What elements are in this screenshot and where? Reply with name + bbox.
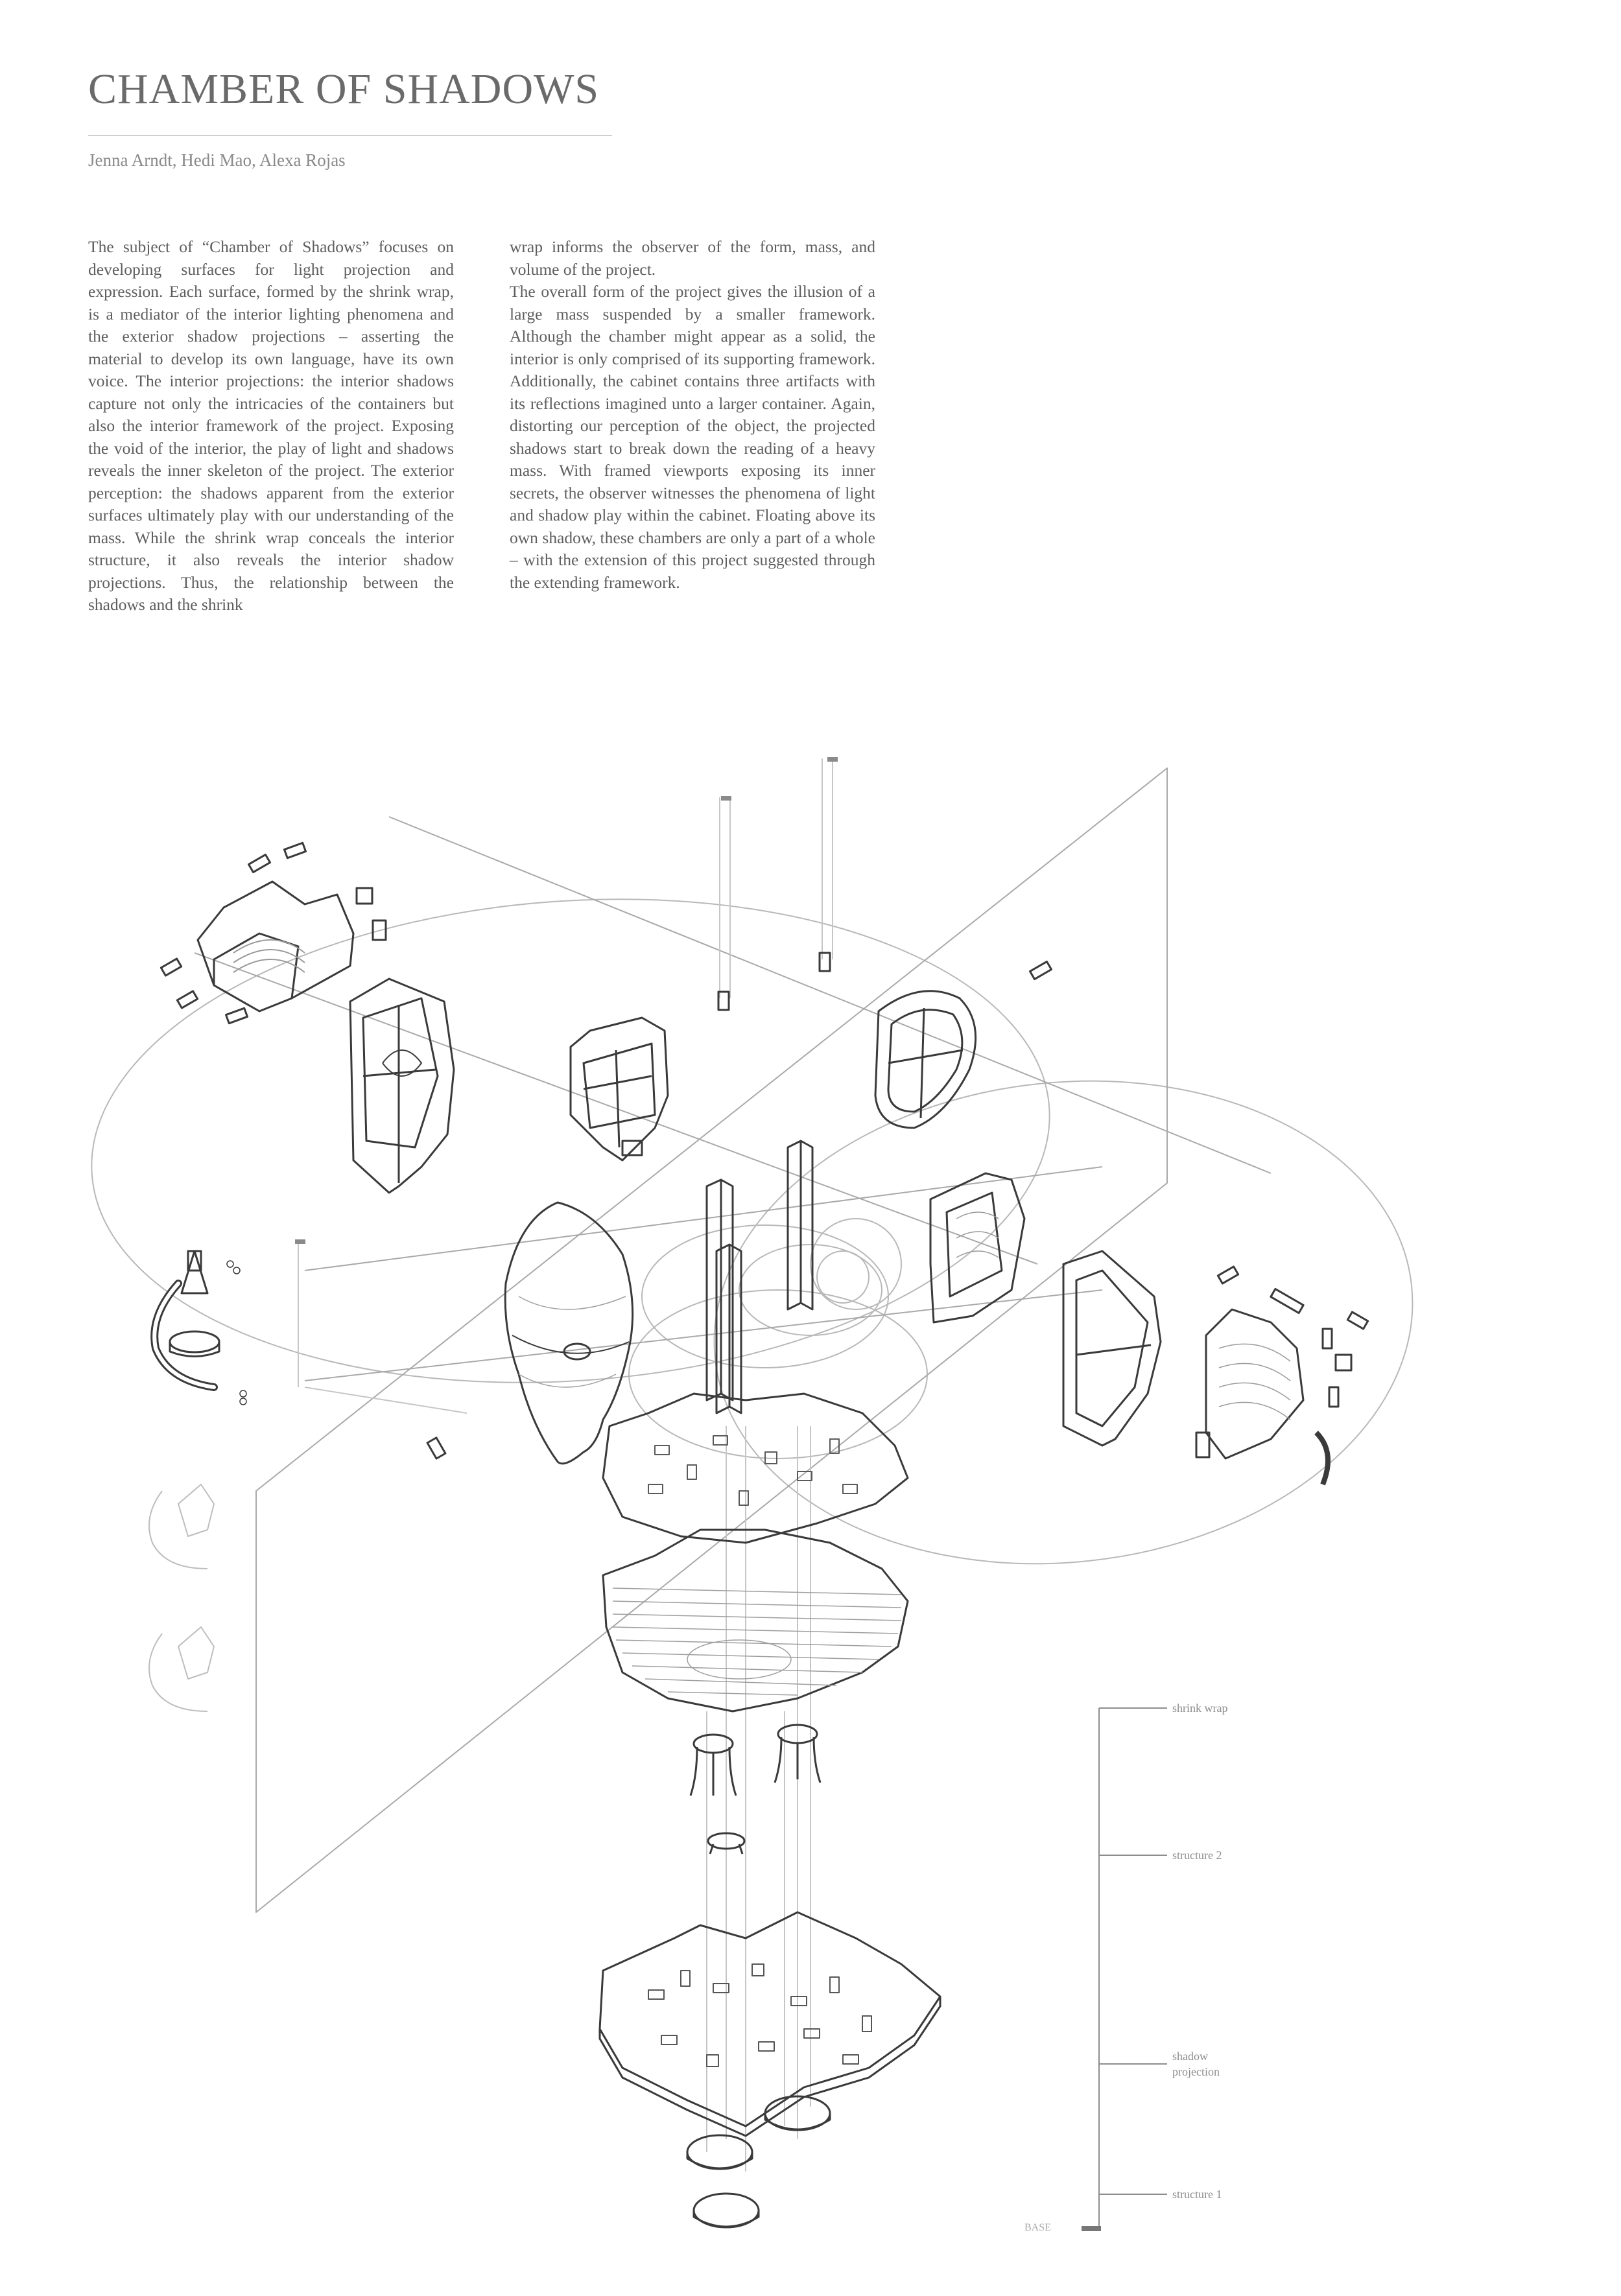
authors-line: Jenna Arndt, Hedi Mao, Alexa Rojas	[88, 150, 346, 170]
stool-supports	[691, 1725, 820, 1854]
frame-element-1	[350, 979, 454, 1193]
shrink-wrap-contour-mass	[603, 1530, 908, 1711]
ghost-artifacts	[149, 1484, 214, 1711]
projection-lines	[298, 758, 833, 2172]
section-markers	[295, 757, 838, 1244]
artifact-left-lamp	[154, 1251, 246, 1405]
frame-element-5	[1063, 1251, 1161, 1446]
legend-label-structure-2: structure 2	[1172, 1849, 1222, 1862]
artifact-top-left	[161, 843, 386, 1023]
body-paragraph-2: wrap informs the observer of the form, mass, and volume of the project.	[510, 237, 875, 279]
base-plate	[600, 1912, 940, 2136]
body-paragraph-1: The subject of “Chamber of Shadows” focuses on developing surfaces for light projection and expression. Each surface, formed by the shrink wrap, is a mediator of the interior lighting phenomena and the exterior shadow projections – asserting the material to develop its own language, have its own voice. The interior projections: the interior shadows capture not only the intricacies of the containers but also the interior framework of the project. Exposing the void of the interior, the play of light and shadows reveals the inner skeleton of the project. The exterior perception: the shadows apparent from the exterior surfaces ultimately play with our understanding of the mass. While the shrink wrap conceals the interior structure, it also reveals the interior shadow projections. Thus, the relationship between the shadows and the shrink	[88, 237, 454, 614]
legend-label-structure-1: structure 1	[1172, 2188, 1222, 2201]
page-title: CHAMBER OF SHADOWS	[88, 65, 600, 113]
base-discs	[687, 2096, 830, 2227]
frame-element-3	[718, 953, 1051, 1128]
body-paragraph-3: The overall form of the project gives the illusion of a large mass suspended by a smaller framework. Although the chamber might appear as a solid, the interior is only comprised of its supporting framework. Additionally, the cabinet contains three artifacts with its reflections imagined unto a larger container. Again, distorting our perception of the object, the projected shadows start to break down the reading of a heavy mass. With framed viewports exposing its inner secrets, the observer witnesses the phenomena of light and shadow play within the cabinet. Floating above its own shadow, these chambers are only a part of a whole – with the extension of this project suggested through the extending framework.	[510, 282, 875, 592]
legend-label-shadow-projection: shadow projection	[1172, 2050, 1220, 2078]
legend-base-marker	[1082, 2226, 1101, 2231]
legend-label-shrink-wrap: shrink wrap	[1172, 1702, 1228, 1715]
frame-element-2	[571, 1018, 668, 1160]
orbit-ellipses	[75, 868, 1437, 1597]
legend-label-base: BASE	[1024, 2222, 1051, 2233]
legend-bracket	[1099, 1708, 1167, 2230]
